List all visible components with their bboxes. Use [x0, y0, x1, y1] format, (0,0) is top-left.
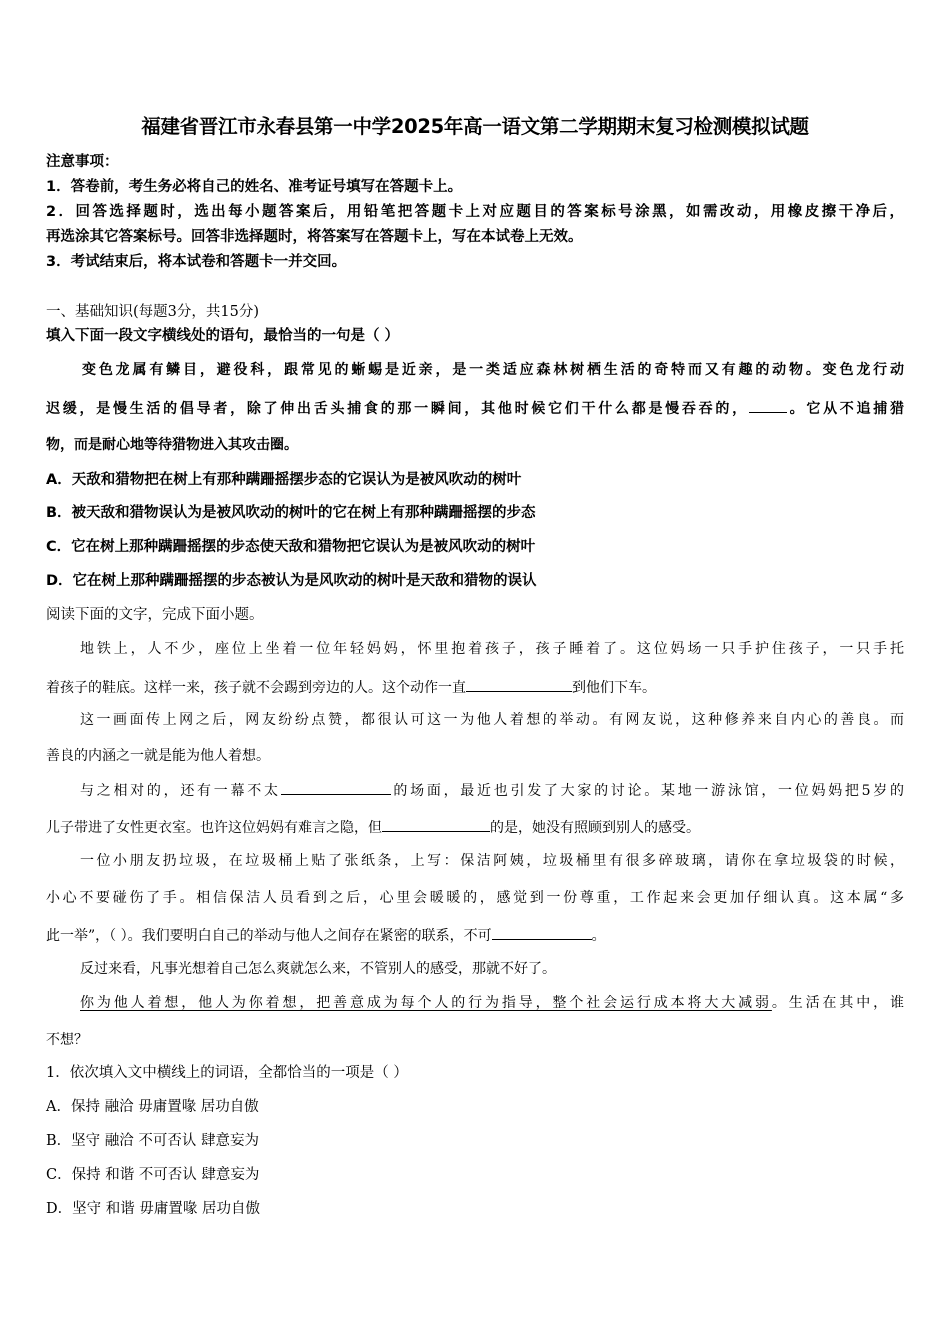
option-c: C．它在树上那种蹒跚摇摆的步态使天敌和猎物把它误认为是被风吹动的树叶 [46, 539, 536, 555]
notes-item-1: 1．答卷前，考生务必将自己的姓名、准考证号填写在答题卡上。 [46, 179, 463, 195]
section-heading: 一、基础知识(每题3分，共15分) [46, 304, 259, 320]
question-1-prompt: 填入下面一段文字横线处的语句，最恰当的一句是（ ） [46, 328, 400, 344]
reading-line: 着孩子的鞋底。这样一来，孩子就不会踢到旁边的人。这个动作一直 到他们下车。 [46, 677, 656, 698]
notes-heading: 注意事项： [46, 154, 119, 170]
q1-option-d: D．坚守 和谐 毋庸置喙 居功自傲 [46, 1201, 260, 1217]
q1-option-b: B．坚守 融洽 不可否认 肆意妄为 [46, 1133, 259, 1149]
reading-line: 儿子带进了女性更衣室。也许这位妈妈有难言之隐，但 的是，她没有照顾到别人的感受。 [46, 817, 700, 838]
reading-line: 不想？ [46, 1032, 88, 1048]
reading-instruction: 阅读下面的文字，完成下面小题。 [46, 607, 264, 623]
reading-line: 小心不要碰伤了手。相信保洁人员看到之后，心里会暖暖的，感觉到一份尊重，工作起来会更加仔细认真。这本属“多 [46, 890, 904, 906]
reading-line: 善良的内涵之一就是能为他人着想。 [46, 748, 270, 764]
reading-line: 与之相对的，还有一幕不太 的场面，最近也引发了大家的讨论。某地一游泳馆，一位妈妈把5岁的 [80, 780, 904, 801]
reading-line: 这一画面传上网之后，网友纷纷点赞，都很认可这一为他人着想的举动。有网友说，这种修养来自内心的善良。而 [80, 712, 904, 728]
option-b: B．被天敌和猎物误认为是被风吹动的树叶的它在树上有那种蹒跚摇摆的步态 [46, 505, 536, 521]
option-d: D．它在树上那种蹒跚摇摆的步态被认为是风吹动的树叶是天敌和猎物的误认 [46, 573, 537, 589]
reading-line: 地铁上，人不少，座位上坐着一位年轻妈妈，怀里抱着孩子，孩子睡着了。这位妈场一只手护住孩子，一只手托 [80, 641, 904, 657]
notes-item-2: 2．回答选择题时，选出每小题答案后，用铅笔把答题卡上对应题目的答案标号涂黑，如需改动，用橡皮擦干净后， [46, 204, 904, 220]
passage-line: 物，而是耐心地等待猎物进入其攻击圈。 [46, 437, 298, 453]
passage-line: 迟缓，是慢生活的倡导者，除了伸出舌头捕食的那一瞬间，其他时候它们干什么都是慢吞吞的， 。它从不追捕猎 [46, 398, 904, 419]
reading-line: 反过来看，凡事光想着自己怎么爽就怎么来，不管别人的感受，那就不好了。 [80, 961, 556, 977]
question-1: 1．依次填入文中横线上的词语，全都恰当的一项是（ ） [46, 1065, 408, 1081]
reading-line: 一位小朋友扔垃圾，在垃圾桶上贴了张纸条，上写：保洁阿姨，垃圾桶里有很多碎玻璃，请你在拿垃圾袋的时候， [80, 853, 904, 869]
q1-option-a: A．保持 融洽 毋庸置喙 居功自傲 [46, 1099, 259, 1115]
notes-item-3: 3．考试结束后，将本试卷和答题卡一并交回。 [46, 254, 347, 270]
reading-line: 你为他人着想，他人为你着想，把善意成为每个人的行为指导，整个社会运行成本将大大减弱。生活在其中，谁 [80, 995, 904, 1011]
passage-line: 变色龙属有鳞目，避役科，跟常见的蜥蜴是近亲，是一类适应森林树栖生活的奇特而又有趣的动物。变色龙行动 [82, 362, 904, 378]
reading-line: 此一举”，（ ）。我们要明白自己的举动与他人之间存在紧密的联系，不可 。 [46, 925, 606, 946]
notes-item-2-cont: 再选涂其它答案标号。回答非选择题时，将答案写在答题卡上，写在本试卷上无效。 [46, 229, 583, 245]
page-title: 福建省晋江市永春县第一中学2025年高一语文第二学期期末复习检测模拟试题 [141, 115, 809, 138]
q1-option-c: C．保持 和谐 不可否认 肆意妄为 [46, 1167, 260, 1183]
option-a: A．天敌和猎物把在树上有那种蹒跚摇摆步态的它误认为是被风吹动的树叶 [46, 472, 522, 488]
